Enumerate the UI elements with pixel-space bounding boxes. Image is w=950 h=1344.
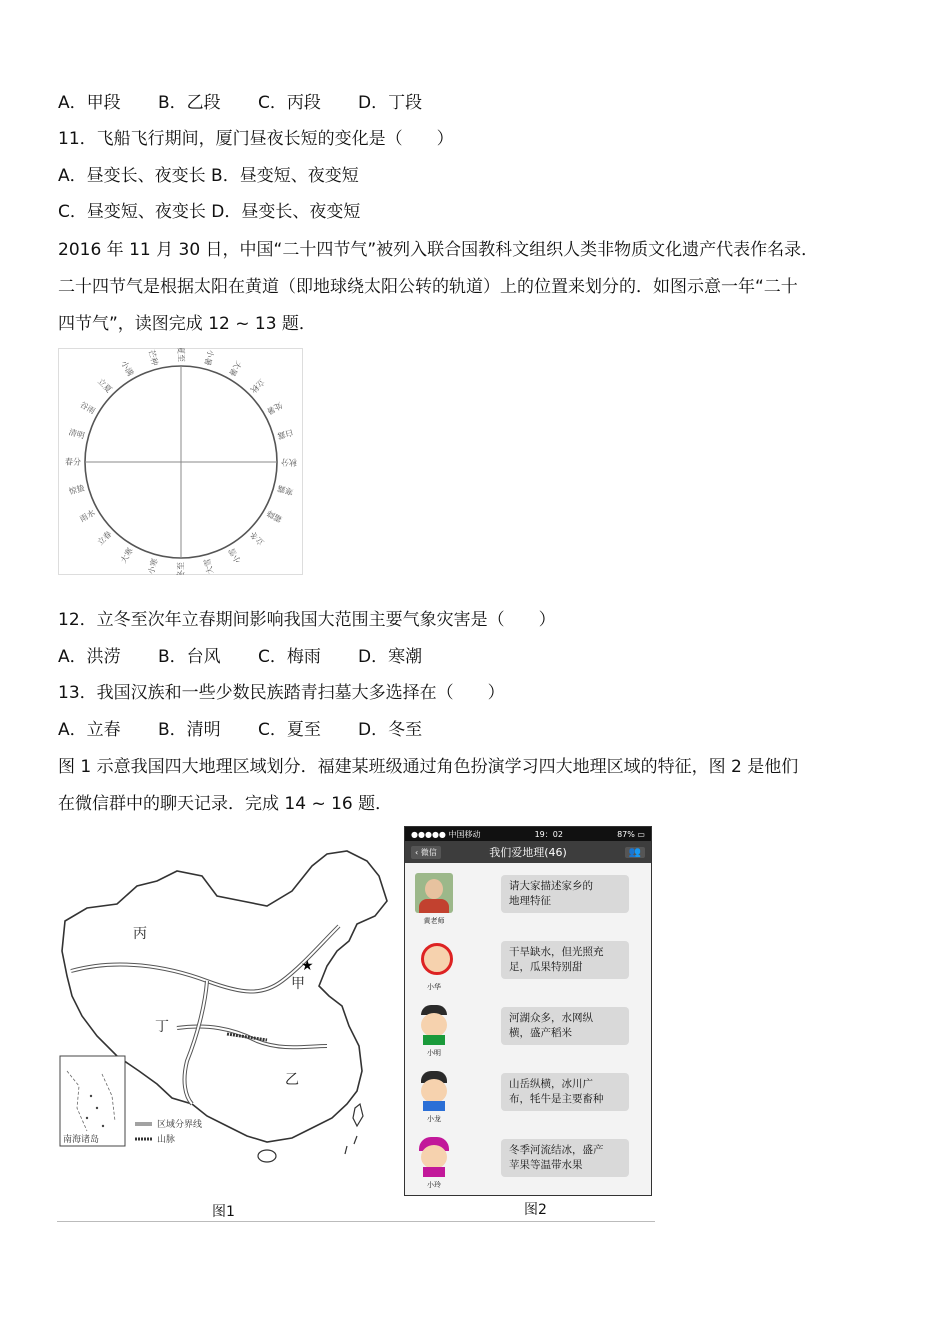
q12-options [58, 646, 422, 668]
message-bubble: 请大家描述家乡的 地理特征 [501, 875, 629, 913]
message-row [405, 937, 651, 995]
q10-option-a: A．甲段 [58, 93, 121, 113]
region-label-jia: 甲 [291, 976, 305, 992]
message-row [405, 1069, 651, 1127]
solar-term-label: 大雪 [202, 557, 216, 575]
solar-term-label: 小寒 [146, 557, 160, 575]
solar-term-label: 雨水 [78, 508, 97, 524]
intro-12-13-line2: 二十四节气是根据太阳在黄道（即地球绕太阳公转的轨道）上的位置来划分的．如图示意一年“二十 [58, 277, 798, 297]
solar-terms-svg [58, 348, 303, 575]
solar-term-label: 白露 [276, 427, 295, 441]
q13-option-a: A．立春 [58, 720, 121, 740]
legend-boundary-label: 区域分界线 [157, 1120, 203, 1130]
island-dashes [345, 1136, 357, 1154]
q12-stem: 12．立冬至次年立春期间影响我国大范围主要气象灾害是（ ） [58, 610, 556, 630]
inset-label: 南海诸岛 [63, 1135, 100, 1145]
intro-12-13-line3: 四节气”，读图完成 12 ~ 13 题． [58, 314, 316, 334]
sender-name: 小华 [427, 983, 441, 991]
q12-option-c: C．梅雨 [258, 647, 321, 667]
solar-term-label: 寒露 [276, 483, 295, 497]
carrier-label: ●●●●● 中国移动 [411, 829, 481, 839]
q13-option-c: C．夏至 [258, 720, 321, 740]
q11-options-row2: C．昼变短、夜变长 D．昼变长、夜变短 [58, 202, 361, 222]
avatar-xiaoming [415, 1005, 453, 1045]
avatar-xiaohua [415, 939, 453, 979]
message-row [405, 1003, 651, 1061]
solar-term-label: 立春 [95, 529, 114, 548]
q10-option-b: B．乙段 [158, 93, 221, 113]
q10-option-c: C．丙段 [258, 93, 321, 113]
capital-star-icon: ★ [301, 958, 314, 974]
figure1-caption: 图1 [212, 1204, 235, 1220]
avatar-xiaoling [415, 1137, 453, 1177]
solar-term-label: 小雪 [227, 546, 243, 565]
solar-term-label: 立夏 [95, 376, 114, 395]
status-bar [405, 827, 651, 841]
q13-options [58, 719, 422, 741]
solar-term-label: 小暑 [202, 348, 216, 367]
avatar-teacher [415, 873, 453, 913]
solar-term-label: 处暑 [265, 400, 284, 416]
sender-name: 黄老师 [423, 917, 445, 925]
q13-stem: 13．我国汉族和一些少数民族踏青扫墓大多选择在（ ） [58, 683, 505, 703]
solar-terms-diagram [58, 348, 303, 575]
china-regions-map [57, 846, 402, 1186]
q10-option-d: D．丁段 [358, 93, 423, 113]
solar-term-label: 霜降 [265, 508, 284, 524]
sender-name: 小玲 [427, 1181, 441, 1189]
q12-option-a: A．洪涝 [58, 647, 121, 667]
solar-term-label: 芒种 [146, 348, 160, 367]
hainan-outline [258, 1150, 276, 1162]
solar-term-label: 秋分 [281, 457, 297, 467]
sender-name: 小龙 [427, 1115, 441, 1123]
message-row [405, 1135, 651, 1193]
solar-term-label: 立冬 [248, 529, 267, 548]
solar-term-label: 春分 [65, 457, 81, 467]
chat-header [405, 841, 651, 863]
solar-term-label: 立秋 [248, 376, 267, 395]
south-china-sea-inset [60, 1056, 125, 1146]
figure2-caption: 图2 [524, 1202, 547, 1218]
group-members-icon[interactable]: 👥 [625, 847, 645, 858]
message-bubble: 山岳纵横，冰川广 布，牦牛是主要畜种 [501, 1073, 629, 1111]
wechat-screenshot [404, 826, 652, 1196]
group-title: 我们爱地理(46) [489, 846, 567, 859]
message-list [405, 863, 651, 1195]
intro-14-16-line1: 图 1 示意我国四大地理区域划分．福建某班级通过角色扮演学习四大地理区域的特征，图 2 是他们 [58, 757, 799, 777]
region-label-yi: 乙 [285, 1072, 299, 1088]
solar-term-label: 冬至 [176, 562, 186, 575]
message-row [405, 871, 651, 929]
intro-12-13-line1: 2016 年 11 月 30 日，中国“二十四节气”被列入联合国教科文组织人类非物质文化遗产代表作名录． [58, 240, 819, 260]
solar-term-label: 大寒 [119, 546, 135, 565]
q10-options [58, 92, 422, 114]
message-bubble: 冬季河流结冰，盛产 苹果等温带水果 [501, 1139, 629, 1177]
back-button[interactable]: ‹ 微信 [411, 846, 441, 859]
solar-term-label: 清明 [67, 427, 86, 441]
region-label-bing: 丙 [133, 926, 147, 942]
solar-term-label: 大暑 [227, 359, 243, 378]
sender-name: 小明 [427, 1049, 441, 1057]
q13-option-b: B．清明 [158, 720, 221, 740]
figures-container [57, 826, 655, 1222]
q12-option-b: B．台风 [158, 647, 221, 667]
message-bubble: 河湖众多，水网纵 横，盛产稻米 [501, 1007, 629, 1045]
solar-term-label: 夏至 [176, 348, 186, 362]
battery-indicator: 87% ▭ [617, 829, 645, 839]
intro-14-16-line2: 在微信群中的聊天记录．完成 14 ~ 16 题． [58, 794, 393, 814]
avatar-xiaolong [415, 1071, 453, 1111]
q11-options-row1: A．昼变长、夜变长 B．昼变短、夜变短 [58, 166, 359, 186]
solar-term-label: 小满 [119, 359, 135, 378]
q13-option-d: D．冬至 [358, 720, 423, 740]
q11-stem: 11．飞船飞行期间，厦门昼夜长短的变化是（ ） [58, 129, 454, 149]
legend-mountain-label: 山脉 [157, 1135, 176, 1145]
q12-option-d: D．寒潮 [358, 647, 423, 667]
status-time: 19：02 [534, 829, 563, 839]
message-bubble: 干旱缺水，但光照充 足，瓜果特别甜 [501, 941, 629, 979]
solar-term-label: 谷雨 [78, 400, 97, 416]
region-label-ding: 丁 [155, 1019, 169, 1035]
solar-term-label: 惊蛰 [67, 483, 86, 497]
taiwan-outline [353, 1104, 363, 1126]
